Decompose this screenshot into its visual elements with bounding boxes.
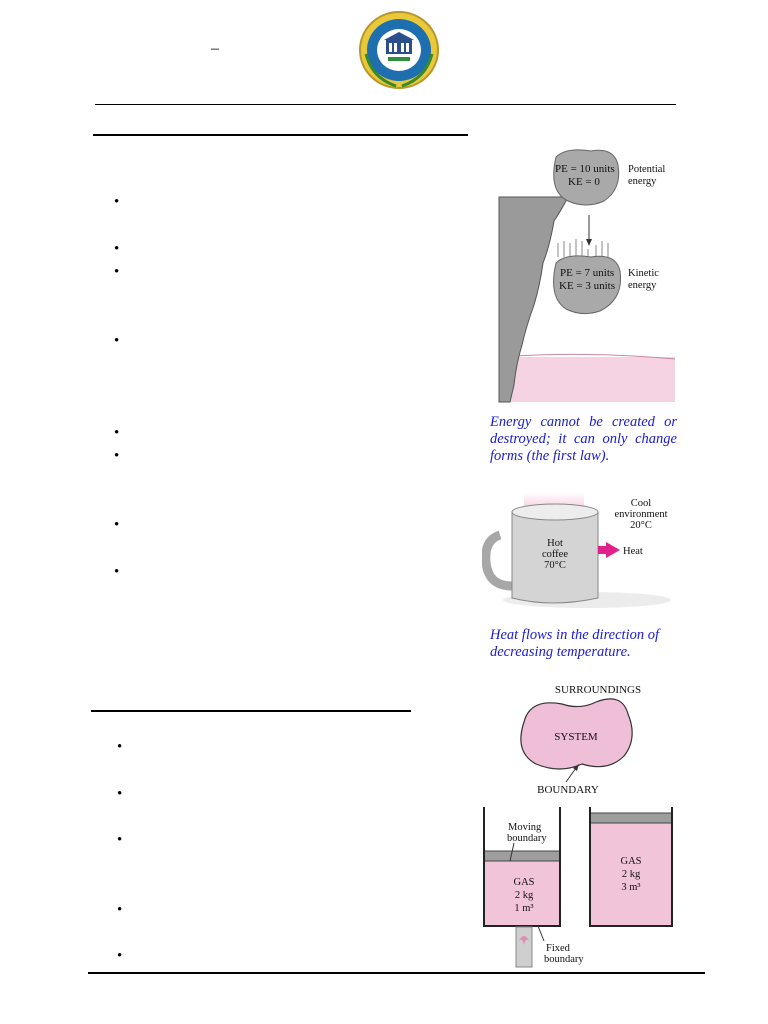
gas-right-label-2: 2 kg <box>621 869 641 880</box>
bullet-2-4: • <box>117 902 123 918</box>
hot-label-2: coffee <box>541 549 569 560</box>
gas-right-label-3: 3 m³ <box>621 882 641 893</box>
hot-label-1: Hot <box>547 538 563 549</box>
gas-right-label-1: GAS <box>620 856 642 867</box>
bullet-1-2: • <box>114 241 120 257</box>
hot-label-3: 70°C <box>544 560 566 571</box>
potential-label-2: energy <box>628 176 657 187</box>
ke-bottom-label: KE = 3 units <box>559 280 616 292</box>
boundary-label: BOUNDARY <box>537 784 599 796</box>
bullet-2-1: • <box>117 739 123 755</box>
bullet-1-1: • <box>114 194 120 210</box>
surroundings-label: SURROUNDINGS <box>554 684 642 696</box>
kinetic-label-2: energy <box>628 280 657 291</box>
coffee-figure <box>482 490 677 615</box>
bullet-2-2: • <box>117 786 123 802</box>
bullet-1-3: • <box>114 264 120 280</box>
header-rule <box>95 104 676 105</box>
pe-bottom-label: PE = 7 units <box>560 267 615 279</box>
heat-label: Heat <box>623 546 643 557</box>
bullet-1-8: • <box>114 564 120 580</box>
bullet-1-4: • <box>114 333 120 349</box>
system-label: SYSTEM <box>554 731 598 743</box>
bullet-2-5: • <box>117 948 123 964</box>
potential-label-1: Potential <box>628 164 666 175</box>
bullet-1-6: • <box>114 448 120 464</box>
gas-left-label-2: 2 kg <box>514 890 534 901</box>
gas-left-label-1: GAS <box>513 877 535 888</box>
moving-boundary-label-1: Moving <box>508 822 542 833</box>
cool-label-3: 20°C <box>630 520 652 531</box>
energy-caption: Energy cannot be created or destroyed; it can only change forms (the first law). <box>490 414 677 464</box>
section2-heading-underline <box>91 710 411 712</box>
cool-label-2: environment <box>614 509 668 520</box>
bullet-2-3: • <box>117 832 123 848</box>
footer-rule <box>88 972 705 974</box>
header-dash: – <box>211 40 219 57</box>
gas-left-label-3: 1 m³ <box>514 903 534 914</box>
fixed-boundary-label-1: Fixed <box>546 943 570 954</box>
ke-top-label: KE = 0 <box>568 176 600 188</box>
bullet-1-7: • <box>114 517 120 533</box>
energy-figure <box>496 145 678 403</box>
coffee-caption: Heat flows in the direction of decreasing temperature. <box>490 627 660 660</box>
section1-heading-underline <box>93 134 468 136</box>
cool-label-1: Cool <box>630 498 652 509</box>
system-figure <box>510 680 660 798</box>
kinetic-label-1: Kinetic <box>628 268 659 279</box>
bullet-1-5: • <box>114 425 120 441</box>
moving-boundary-label-2: boundary <box>507 833 547 844</box>
university-seal-logo <box>358 10 440 90</box>
piston-figure <box>480 805 680 968</box>
pe-top-label: PE = 10 units <box>555 163 615 175</box>
fixed-boundary-label-2: boundary <box>544 954 584 965</box>
